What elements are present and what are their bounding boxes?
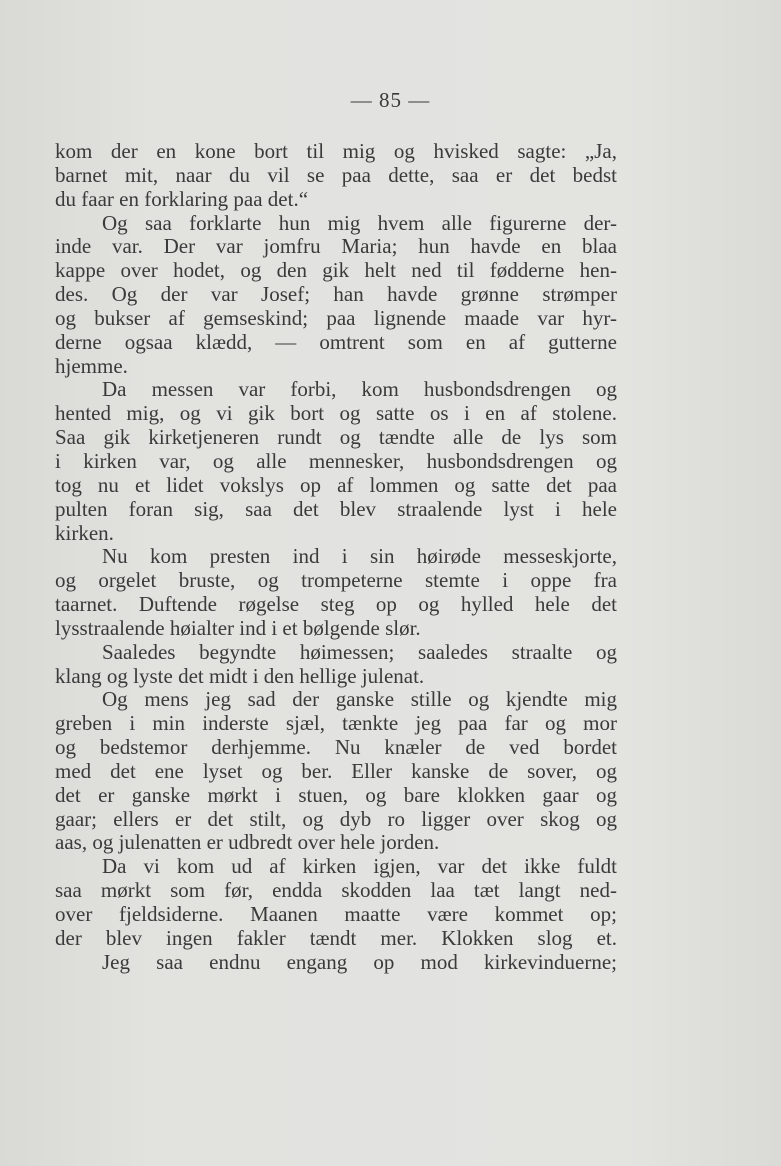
text-line: inde var. Der var jomfru Maria; hun havde en blaa — [55, 234, 617, 259]
text-line: des. Og der var Josef; han havde grønne strømper — [55, 282, 617, 307]
text-line: hented mig, og vi gik bort og satte os i en af stolene. — [55, 401, 617, 426]
text-line: og bukser af gemseskind; paa lignende maade var hyr- — [55, 305, 617, 330]
text-line: lysstraalende høialter ind i et bølgende slør. — [55, 615, 421, 640]
text-line: i kirken var, og alle mennesker, husbondsdrengen og — [55, 448, 617, 473]
text-line: aas, og julenatten er udbredt over hele jorden. — [55, 830, 440, 855]
text-line: greben i min inderste sjæl, tænkte jeg paa far og mor — [55, 711, 617, 736]
text-line: med det ene lyset og ber. Eller kanske de sover, og — [55, 758, 617, 783]
text-line: barnet mit, naar du vil se paa dette, saa er det bedst — [55, 162, 617, 187]
text-line: Og saa forklarte hun mig hvem alle figurerne der- — [102, 210, 617, 235]
text-line: Saa gik kirketjeneren rundt og tændte alle de lys som — [55, 425, 617, 450]
body-text — [55, 140, 617, 975]
text-line: Nu kom presten ind i sin høirøde messeskjorte, — [102, 544, 617, 569]
text-line: der blev ingen fakler tændt mer. Klokken slog et. — [55, 925, 617, 950]
text-line: klang og lyste det midt i den hellige julenat. — [55, 663, 425, 688]
text-line: Da vi kom ud af kirken igjen, var det ikke fuldt — [102, 854, 617, 879]
text-line: over fjeldsiderne. Maanen maatte være kommet op; — [55, 902, 617, 926]
text-line: pulten foran sig, saa det blev straalende lyst i hele — [55, 496, 617, 521]
text-line: Da messen var forbi, kom husbondsdrengen og — [102, 377, 617, 402]
text-line: hjemme. — [55, 353, 128, 378]
text-line: kappe over hodet, og den gik helt ned til fødderne hen- — [55, 258, 617, 283]
text-line: tog nu et lidet vokslys op af lommen og satte det paa — [55, 472, 617, 497]
text-line: Og mens jeg sad der ganske stille og kjendte mig — [102, 687, 617, 712]
text-line: taarnet. Duftende røgelse steg op og hylled hele det — [55, 592, 617, 617]
text-line: saa mørkt som før, endda skodden laa tæt langt ned- — [55, 878, 617, 903]
page-number: — 85 — — [350, 88, 431, 112]
text-line: Jeg saa endnu engang op mod kirkevinduerne; — [102, 949, 617, 974]
text-line: du faar en forklaring paa det.“ — [55, 186, 309, 211]
text-line: gaar; ellers er det stilt, og dyb ro ligger over skog og — [55, 806, 617, 831]
text-line: kom der en kone bort til mig og hvisked sagte: „Ja, — [55, 139, 617, 163]
text-line: det er ganske mørkt i stuen, og bare klokken gaar og — [55, 782, 617, 807]
text-line: derne ogsaa klædd, — omtrent som en af gutterne — [55, 329, 617, 354]
text-line: og orgelet bruste, og trompeterne stemte i oppe fra — [55, 568, 617, 593]
text-line: Saaledes begyndte høimessen; saaledes straalte og — [102, 639, 617, 664]
text-line: og bedstemor derhjemme. Nu knæler de ved bordet — [55, 735, 617, 760]
text-line: kirken. — [55, 520, 114, 545]
